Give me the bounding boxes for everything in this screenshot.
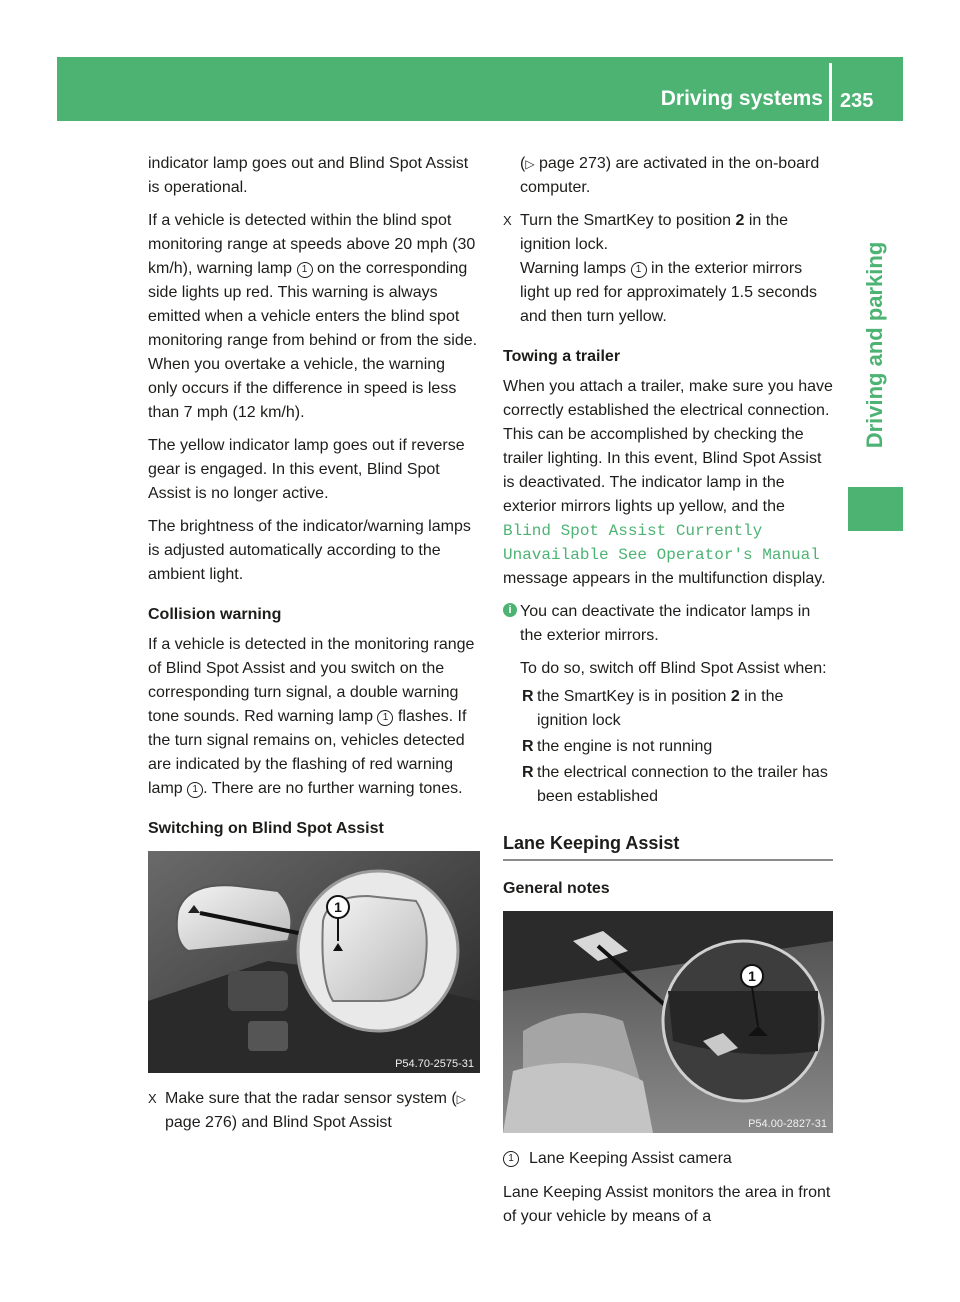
page-section-title: Driving systems — [660, 87, 823, 110]
figure-code: P54.00-2827-31 — [748, 1118, 827, 1130]
text: Lane Keeping Assist camera — [529, 1150, 732, 1167]
text: ( — [520, 155, 526, 172]
callout-1-icon: 1 — [187, 782, 203, 798]
text: in the ignition lock. — [520, 212, 789, 253]
bullet-icon: R — [522, 764, 534, 781]
heading-collision-warning: Collision warning — [148, 606, 282, 623]
paragraph — [503, 375, 833, 591]
figure-caption — [503, 1147, 833, 1171]
svg-text:1: 1 — [334, 899, 342, 915]
step-arrow-icon: X — [503, 213, 512, 228]
instruction-step — [148, 1087, 478, 1135]
mirror-illustration — [148, 851, 480, 1073]
heading-switching-on: Switching on Blind Spot Assist — [148, 820, 384, 837]
paragraph: The brightness of the indicator/warning lamps is adjusted automatically according to the ambient light. — [148, 518, 471, 583]
callout-1-icon: 1 — [377, 710, 393, 726]
side-tab-marker — [848, 487, 903, 531]
info-note — [503, 600, 833, 809]
heading-general-notes: General notes — [503, 880, 610, 897]
paragraph — [148, 633, 478, 801]
paragraph: Lane Keeping Assist monitors the area in front of your vehicle by means of a — [503, 1184, 831, 1225]
step-arrow-icon: X — [148, 1091, 157, 1106]
position-number: 2 — [735, 212, 745, 229]
text: the engine is not running — [537, 738, 713, 755]
text: Make sure that the radar sensor system ( — [165, 1090, 457, 1107]
text: flashes. If the turn signal remains on, vehicles detected are indicated by the flashing of red warning lamp — [148, 708, 467, 797]
list-item — [520, 685, 833, 733]
section-heading-lane-keeping: Lane Keeping Assist — [503, 831, 833, 861]
camera-figure — [503, 911, 833, 1133]
text: If a vehicle is detected within the blind spot monitoring range at speeds above 20 mph (30 km/h), warning lamp — [148, 212, 476, 277]
left-column — [148, 152, 478, 1141]
svg-text:1: 1 — [748, 968, 756, 984]
text: in the exterior mirrors light up red for approximately 1.5 seconds and then turn yellow. — [520, 260, 818, 325]
text: If a vehicle is detected in the monitoring range of Blind Spot Assist and you switch on the corresponding turn signal, a double warning tone sounds. Red warning lamp — [148, 636, 475, 725]
callout-1-icon: 1 — [297, 262, 313, 278]
windshield-camera-illustration — [503, 911, 833, 1133]
page-reference-icon: ▷ — [456, 1092, 466, 1106]
right-column — [503, 152, 833, 1238]
text: in the ignition lock — [537, 688, 784, 729]
page-reference-icon: ▷ — [525, 157, 535, 171]
side-tab — [848, 200, 903, 490]
text: on the corresponding side lights up red. This warning is always emitted when a vehicle enters the blind spot monitoring range from behind or from the side. When you overtake a vehicle, the warning only occurs if the difference in speed is less than 7 mph (12 km/h). — [148, 260, 478, 421]
mirror-figure — [148, 851, 480, 1073]
callout-1-icon: 1 — [631, 262, 647, 278]
text: the electrical connection to the trailer has been established — [537, 764, 828, 805]
paragraph — [503, 152, 833, 200]
text: When you attach a trailer, make sure you have correctly established the electrical connection. This can be accomplished by checking the trailer lighting. In this event, Blind Spot Assist is deactivated. The indicator lamp in the exterior mirrors lights up yellow, and the — [503, 378, 833, 515]
text: page 273) are activated in the on-board computer. — [520, 155, 820, 196]
callout-1-icon: 1 — [503, 1151, 519, 1167]
text: the SmartKey is in position — [537, 688, 727, 705]
info-icon: i — [503, 603, 517, 617]
text: . There are no further warning tones. — [203, 780, 463, 797]
heading-towing-trailer: Towing a trailer — [503, 348, 621, 365]
text: Warning lamps — [520, 260, 627, 277]
instruction-step — [503, 209, 833, 329]
bullet-icon: R — [522, 688, 534, 705]
paragraph — [148, 209, 478, 425]
page-number: 235 — [840, 90, 874, 112]
paragraph: The yellow indicator lamp goes out if reverse gear is engaged. In this event, Blind Spot Assist is no longer active. — [148, 437, 465, 502]
header-divider — [829, 63, 832, 121]
position-number: 2 — [730, 688, 740, 705]
bullet-icon: R — [522, 738, 534, 755]
list-item — [520, 735, 833, 759]
figure-code: P54.70-2575-31 — [395, 1058, 474, 1070]
paragraph: You can deactivate the indicator lamps in the exterior mirrors. — [520, 603, 811, 644]
text: page 276) and Blind Spot Assist — [165, 1114, 392, 1131]
text: message appears in the multifunction display. — [503, 570, 826, 587]
list-item — [520, 761, 833, 809]
display-message: Blind Spot Assist Currently Unavailable See Operator's Manual — [503, 522, 820, 564]
side-tab-label: Driving and parking — [862, 241, 887, 449]
paragraph: indicator lamp goes out and Blind Spot Assist is operational. — [148, 155, 469, 196]
text: Turn the SmartKey to position — [520, 212, 732, 229]
paragraph: To do so, switch off Blind Spot Assist when: — [520, 660, 827, 677]
